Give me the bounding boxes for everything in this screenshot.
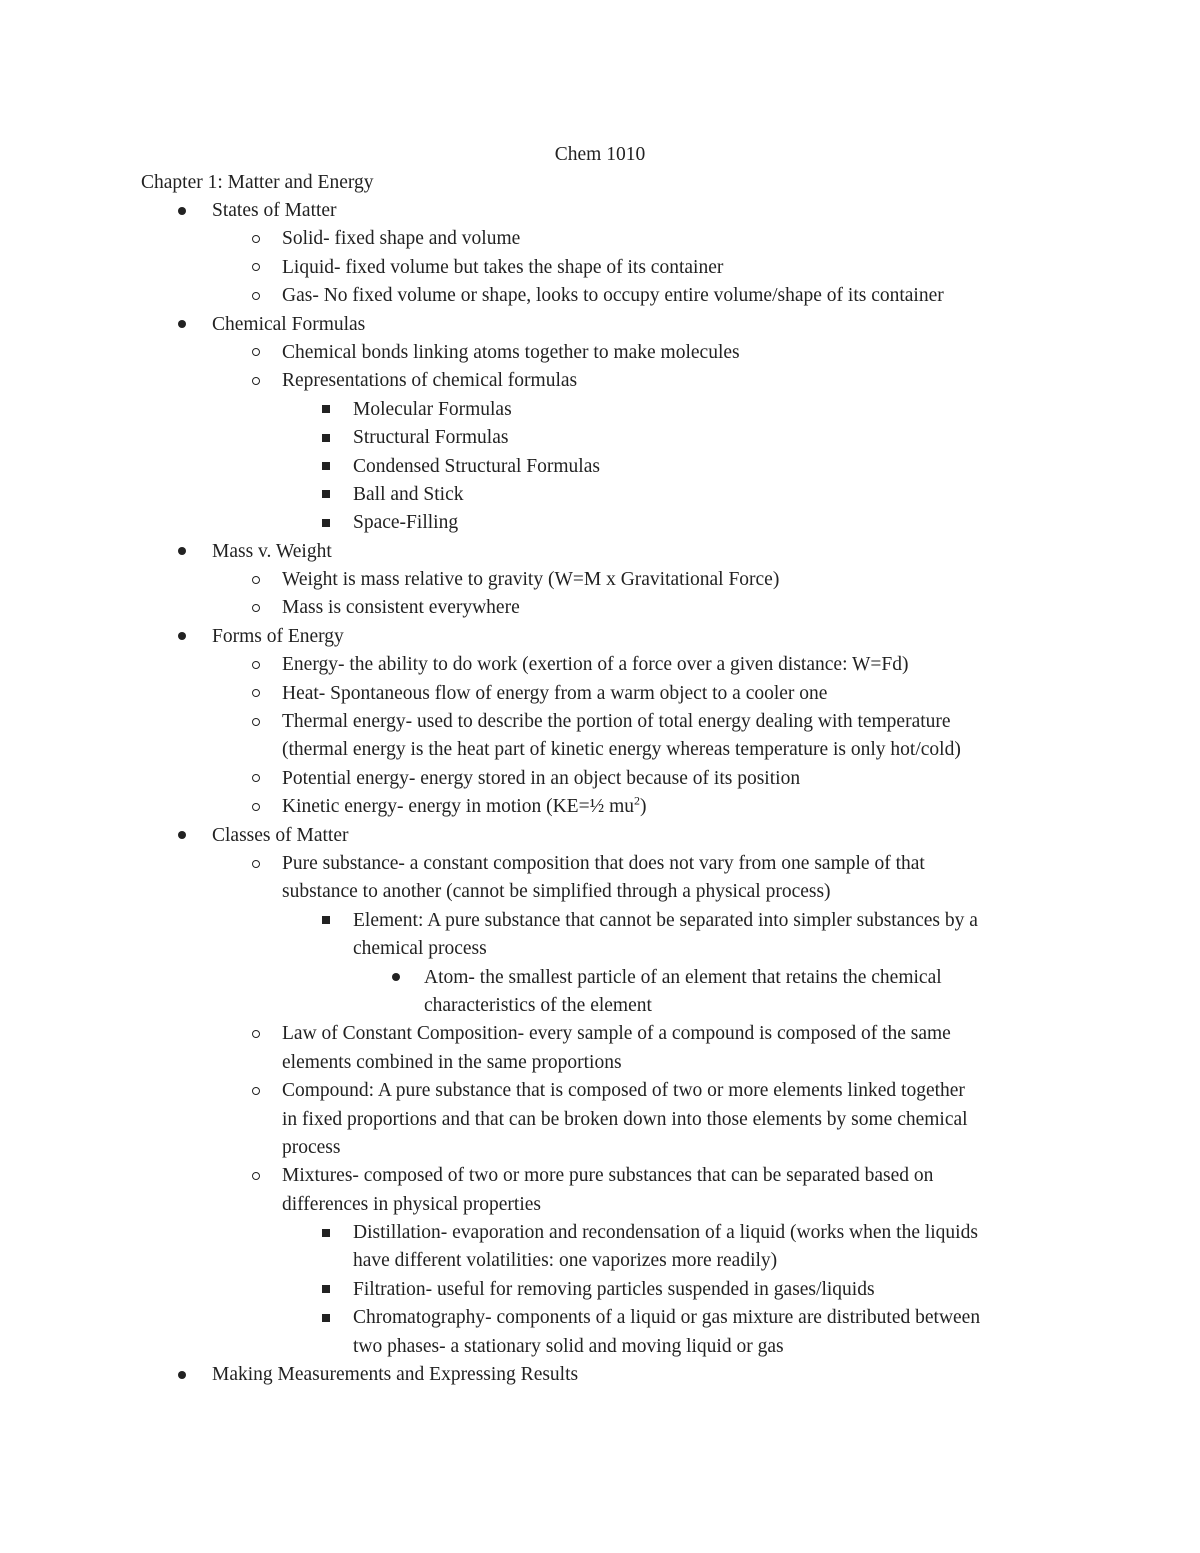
hollow-circle-bullet-icon bbox=[244, 254, 268, 282]
hollow-circle-bullet-icon bbox=[244, 708, 268, 736]
outline-item-text-main: Pure substance- a constant composition that does not vary from one sample of that bbox=[282, 852, 925, 874]
outline-item-text-main: Condensed Structural Formulas bbox=[353, 455, 600, 477]
outline-item-text-main: Ball and Stick bbox=[353, 483, 464, 505]
outline-item-level-2 bbox=[0, 594, 1200, 622]
outline-item-text-main: in fixed proportions and that can be broken down into those elements by some chemical bbox=[282, 1108, 968, 1130]
outline-item-text-main: Potential energy- energy stored in an object because of its position bbox=[282, 767, 801, 789]
filled-circle-bullet-icon bbox=[170, 538, 194, 566]
outline-item-level-1 bbox=[0, 311, 1200, 339]
outline-item-text-main: characteristics of the element bbox=[424, 994, 652, 1016]
outline-item-level-2 bbox=[0, 708, 1200, 736]
outline-item-text-main: substance to another (cannot be simplified through a physical process) bbox=[282, 881, 831, 903]
outline-item-level-2 bbox=[0, 1077, 1200, 1105]
outline-item-level-3 bbox=[0, 424, 1200, 452]
outline-item-text-main: Weight is mass relative to gravity (W=M x Gravitational Force) bbox=[282, 569, 780, 591]
outline-line-continuation bbox=[0, 1134, 1200, 1162]
outline-item-level-3 bbox=[0, 396, 1200, 424]
outline-item-text-main: have different volatilities: one vaporizes more readily) bbox=[353, 1250, 778, 1272]
outline-item-text bbox=[282, 1191, 541, 1219]
filled-circle-bullet-icon bbox=[170, 1361, 194, 1389]
outline-line-continuation bbox=[0, 1247, 1200, 1275]
outline-item-text bbox=[282, 1162, 933, 1190]
outline-item-text-main: Thermal energy- used to describe the portion of total energy dealing with temperature bbox=[282, 711, 951, 733]
outline-item-text bbox=[212, 623, 344, 651]
square-bullet-icon bbox=[314, 1219, 338, 1247]
outline-item-text bbox=[353, 481, 464, 509]
outline-item-text bbox=[282, 1134, 340, 1162]
outline-item-text-main: process bbox=[282, 1136, 341, 1158]
outline-item-level-2 bbox=[0, 680, 1200, 708]
outline-item-level-2 bbox=[0, 566, 1200, 594]
outline-item-text-main: (thermal energy is the heat part of kinetic energy whereas temperature is only hot/cold) bbox=[282, 739, 961, 761]
outline-item-level-4 bbox=[0, 964, 1200, 992]
outline-item-text bbox=[212, 197, 337, 225]
hollow-circle-bullet-icon bbox=[244, 1020, 268, 1048]
outline-item-text-main: Chemical bonds linking atoms together to make molecules bbox=[282, 341, 740, 363]
outline-item-text-main: Compound: A pure substance that is composed of two or more elements linked together bbox=[282, 1080, 965, 1102]
hollow-circle-bullet-icon bbox=[244, 339, 268, 367]
outline-item-text-main: States of Matter bbox=[212, 200, 337, 221]
outline-item-text-main: Chemical Formulas bbox=[212, 313, 366, 335]
outline-item-text bbox=[282, 594, 520, 622]
outline-item-level-1 bbox=[0, 822, 1200, 850]
notes-outline bbox=[0, 197, 1200, 1389]
outline-item-text bbox=[353, 1333, 784, 1361]
filled-circle-bullet-icon bbox=[170, 311, 194, 339]
outline-item-text-main: Distillation- evaporation and recondensation of a liquid (works when the liquids bbox=[353, 1222, 978, 1244]
hollow-circle-bullet-icon bbox=[244, 225, 268, 253]
hollow-circle-bullet-icon bbox=[244, 1077, 268, 1105]
outline-item-level-1 bbox=[0, 197, 1200, 225]
outline-item-text-main: Atom- the smallest particle of an element that retains the chemical bbox=[424, 966, 942, 988]
outline-item-text-main: Kinetic energy- energy in motion (KE=½ mu bbox=[282, 796, 634, 818]
square-bullet-icon bbox=[314, 1304, 338, 1332]
outline-item-text-main: Forms of Energy bbox=[212, 625, 344, 647]
outline-item-level-1 bbox=[0, 538, 1200, 566]
square-bullet-icon bbox=[314, 424, 338, 452]
outline-item-text-tail: ) bbox=[640, 796, 647, 818]
square-bullet-icon bbox=[314, 453, 338, 481]
outline-item-level-3 bbox=[0, 453, 1200, 481]
outline-item-level-2 bbox=[0, 339, 1200, 367]
filled-circle-bullet-icon bbox=[170, 197, 194, 225]
outline-item-text-main: Gas- No fixed volume or shape, looks to occupy entire volume/shape of its container bbox=[282, 285, 944, 307]
superscript: 2 bbox=[634, 793, 640, 808]
document-title: Chem 1010 bbox=[554, 144, 646, 165]
outline-item-text-main: Mixtures- composed of two or more pure substances that can be separated based on bbox=[282, 1165, 934, 1187]
outline-line-continuation bbox=[0, 1106, 1200, 1134]
outline-item-level-2 bbox=[0, 1162, 1200, 1190]
outline-item-text bbox=[282, 1049, 622, 1077]
hollow-circle-bullet-icon bbox=[244, 651, 268, 679]
outline-item-level-3 bbox=[0, 509, 1200, 537]
outline-item-level-3 bbox=[0, 1219, 1200, 1247]
outline-item-text bbox=[353, 1247, 777, 1275]
outline-item-text-main: Structural Formulas bbox=[353, 427, 509, 449]
outline-item-text bbox=[282, 566, 779, 594]
outline-item-text bbox=[282, 850, 925, 878]
outline-item-text bbox=[282, 254, 723, 282]
hollow-circle-bullet-icon bbox=[244, 282, 268, 310]
outline-line-continuation bbox=[0, 1049, 1200, 1077]
square-bullet-icon bbox=[314, 907, 338, 935]
outline-item-text-main: Element: A pure substance that cannot be separated into simpler substances by a bbox=[353, 909, 978, 931]
outline-item-text bbox=[282, 367, 577, 395]
outline-item-text bbox=[353, 453, 600, 481]
square-bullet-icon bbox=[314, 509, 338, 537]
square-bullet-icon bbox=[314, 481, 338, 509]
outline-item-level-2 bbox=[0, 254, 1200, 282]
outline-item-text-main: elements combined in the same proportions bbox=[282, 1051, 622, 1073]
outline-item-text-main: Making Measurements and Expressing Results bbox=[212, 1364, 579, 1386]
outline-item-text bbox=[353, 509, 458, 537]
outline-item-text-main: Molecular Formulas bbox=[353, 398, 512, 420]
filled-circle-bullet-icon bbox=[170, 822, 194, 850]
outline-line-continuation bbox=[0, 992, 1200, 1020]
hollow-circle-bullet-icon bbox=[244, 1162, 268, 1190]
outline-item-text-main: Solid- fixed shape and volume bbox=[282, 228, 521, 250]
outline-item-text-main: Chromatography- components of a liquid or gas mixture are distributed between bbox=[353, 1307, 981, 1329]
outline-item-text bbox=[282, 1077, 965, 1105]
outline-item-text bbox=[353, 1219, 978, 1247]
outline-item-text bbox=[282, 878, 831, 906]
outline-item-text bbox=[353, 1304, 980, 1332]
outline-item-text bbox=[282, 1106, 968, 1134]
hollow-circle-bullet-icon bbox=[244, 793, 268, 821]
outline-item-level-1 bbox=[0, 623, 1200, 651]
outline-line-continuation bbox=[0, 935, 1200, 963]
hollow-circle-bullet-icon bbox=[244, 367, 268, 395]
hollow-circle-bullet-icon bbox=[244, 680, 268, 708]
outline-item-level-2 bbox=[0, 765, 1200, 793]
outline-line-continuation bbox=[0, 736, 1200, 764]
outline-line-continuation bbox=[0, 878, 1200, 906]
outline-item-text bbox=[353, 1276, 875, 1304]
outline-item-level-2 bbox=[0, 282, 1200, 310]
outline-item-text-main: Law of Constant Composition- every sample of a compound is composed of the same bbox=[282, 1023, 951, 1045]
outline-item-text-main: two phases- a stationary solid and moving liquid or gas bbox=[353, 1335, 784, 1357]
outline-item-text bbox=[282, 680, 827, 708]
outline-item-level-2 bbox=[0, 651, 1200, 679]
outline-item-level-2 bbox=[0, 850, 1200, 878]
outline-line-continuation bbox=[0, 1333, 1200, 1361]
outline-item-text-main: Space-Filling bbox=[353, 512, 459, 534]
outline-item-text bbox=[212, 1361, 578, 1389]
outline-item-text bbox=[353, 907, 978, 935]
outline-item-text bbox=[424, 992, 652, 1020]
outline-item-text bbox=[282, 708, 951, 736]
outline-item-level-3 bbox=[0, 1304, 1200, 1332]
outline-item-text bbox=[282, 339, 740, 367]
outline-item-text bbox=[212, 311, 365, 339]
outline-item-level-2 bbox=[0, 1020, 1200, 1048]
outline-item-text bbox=[282, 1020, 951, 1048]
outline-item-text bbox=[212, 538, 332, 566]
outline-item-text bbox=[212, 822, 348, 850]
outline-item-level-3 bbox=[0, 481, 1200, 509]
outline-item-text bbox=[282, 765, 800, 793]
square-bullet-icon bbox=[314, 1276, 338, 1304]
outline-item-text bbox=[424, 964, 942, 992]
outline-item-text-main: chemical process bbox=[353, 938, 487, 960]
outline-item-text bbox=[353, 935, 487, 963]
outline-item-level-2 bbox=[0, 225, 1200, 253]
outline-item-level-3 bbox=[0, 907, 1200, 935]
outline-item-text-main: Mass is consistent everywhere bbox=[282, 597, 520, 619]
hollow-circle-bullet-icon bbox=[244, 850, 268, 878]
outline-item-level-1 bbox=[0, 1361, 1200, 1389]
outline-item-level-2 bbox=[0, 367, 1200, 395]
outline-item-text-main: Filtration- useful for removing particles suspended in gases/liquids bbox=[353, 1278, 875, 1300]
outline-item-text-main: Mass v. Weight bbox=[212, 540, 332, 562]
outline-item-level-2 bbox=[0, 793, 1200, 821]
outline-item-text-main: Energy- the ability to do work (exertion of a force over a given distance: W=Fd) bbox=[282, 654, 909, 676]
outline-item-text bbox=[282, 225, 520, 253]
outline-line-continuation bbox=[0, 1191, 1200, 1219]
outline-item-text-main: Classes of Matter bbox=[212, 824, 349, 846]
outline-item-text bbox=[353, 396, 512, 424]
hollow-circle-bullet-icon bbox=[244, 566, 268, 594]
outline-item-text-main: differences in physical properties bbox=[282, 1193, 542, 1215]
outline-item-text bbox=[353, 424, 508, 452]
outline-item-text-main: Heat- Spontaneous flow of energy from a warm object to a cooler one bbox=[282, 682, 828, 704]
outline-item-text bbox=[282, 282, 944, 310]
filled-circle-bullet-icon bbox=[384, 964, 408, 992]
outline-item-text bbox=[282, 793, 647, 821]
hollow-circle-bullet-icon bbox=[244, 765, 268, 793]
outline-item-level-3 bbox=[0, 1276, 1200, 1304]
outline-item-text bbox=[282, 651, 909, 679]
outline-item-text-main: Liquid- fixed volume but takes the shape of its container bbox=[282, 256, 724, 278]
square-bullet-icon bbox=[314, 396, 338, 424]
hollow-circle-bullet-icon bbox=[244, 594, 268, 622]
outline-item-text bbox=[282, 736, 961, 764]
filled-circle-bullet-icon bbox=[170, 623, 194, 651]
outline-item-text-main: Representations of chemical formulas bbox=[282, 370, 578, 392]
chapter-heading: Chapter 1: Matter and Energy bbox=[141, 172, 374, 193]
